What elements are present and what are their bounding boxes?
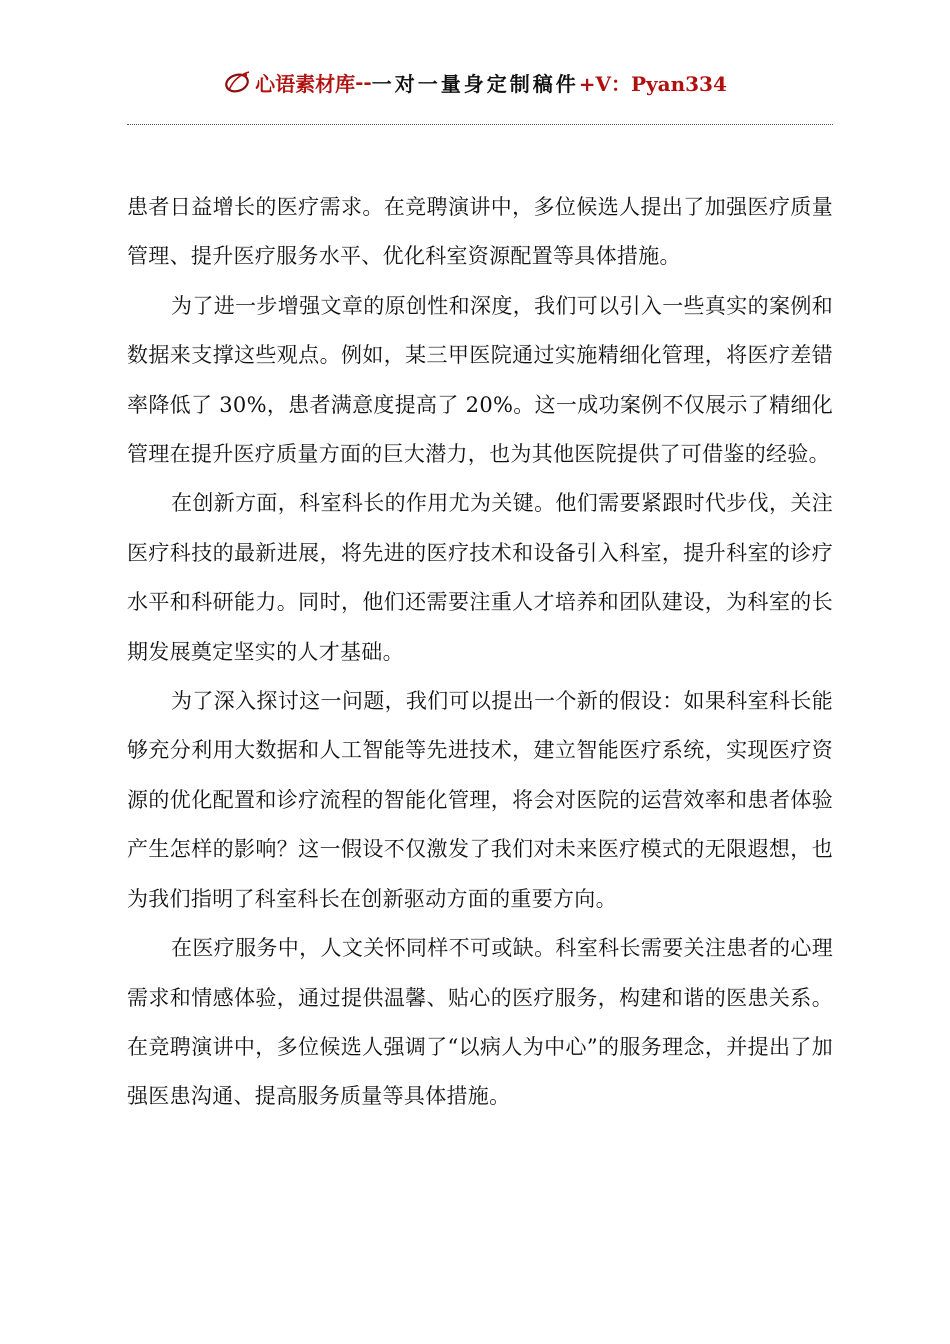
brand-logo-icon [223, 66, 253, 96]
paragraph-2: 为了进一步增强文章的原创性和深度，我们可以引入一些真实的案例和数据来支撑这些观点。例如，某三甲医院通过实施精细化管理，将医疗差错率降低了 30%，患者满意度提高了 20%。这一成功案例不仅展示了精细化管理在提升医疗质量方面的巨大潜力，也为其他医院提供了可借鉴的经验。 [127, 293, 833, 467]
header-slogan: 一对一量身定制稿件 [371, 71, 579, 96]
header-contact: +V：Pyan334 [578, 71, 727, 96]
brand-name: 心语素材库 [255, 71, 356, 96]
paragraph-4: 为了深入探讨这一问题，我们可以提出一个新的假设：如果科室科长能够充分利用大数据和人工智能等先进技术，建立智能医疗系统，实现医疗资源的优化配置和诊疗流程的智能化管理，将会对医院的运营效率和患者体验产生怎样的影响？这一假设不仅激发了我们对未来医疗模式的无限遐想，也为我们指明了科室科长在创新驱动方面的重要方向。 [127, 689, 833, 911]
document-body [127, 183, 833, 1122]
page-header [0, 62, 950, 102]
header-divider [127, 124, 833, 125]
header-separator: -- [355, 70, 372, 94]
paragraph-5: 在医疗服务中，人文关怀同样不可或缺。科室科长需要关注患者的心理需求和情感体验，通过提供温馨、贴心的医疗服务，构建和谐的医患关系。在竞聘演讲中，多位候选人强调了“以病人为中心”的服务理念，并提出了加强医患沟通、提高服务质量等具体措施。 [127, 936, 833, 1109]
paragraph-3: 在创新方面，科室科长的作用尤为关键。他们需要紧跟时代步伐，关注医疗科技的最新进展，将先进的医疗技术和设备引入科室，提升科室的诊疗水平和科研能力。同时，他们还需要注重人才培养和团队建设，为科室的长期发展奠定坚实的人才基础。 [127, 491, 833, 664]
paragraph-1: 患者日益增长的医疗需求。在竞聘演讲中，多位候选人提出了加强医疗质量管理、提升医疗服务水平、优化科室资源配置等具体措施。 [127, 195, 833, 269]
